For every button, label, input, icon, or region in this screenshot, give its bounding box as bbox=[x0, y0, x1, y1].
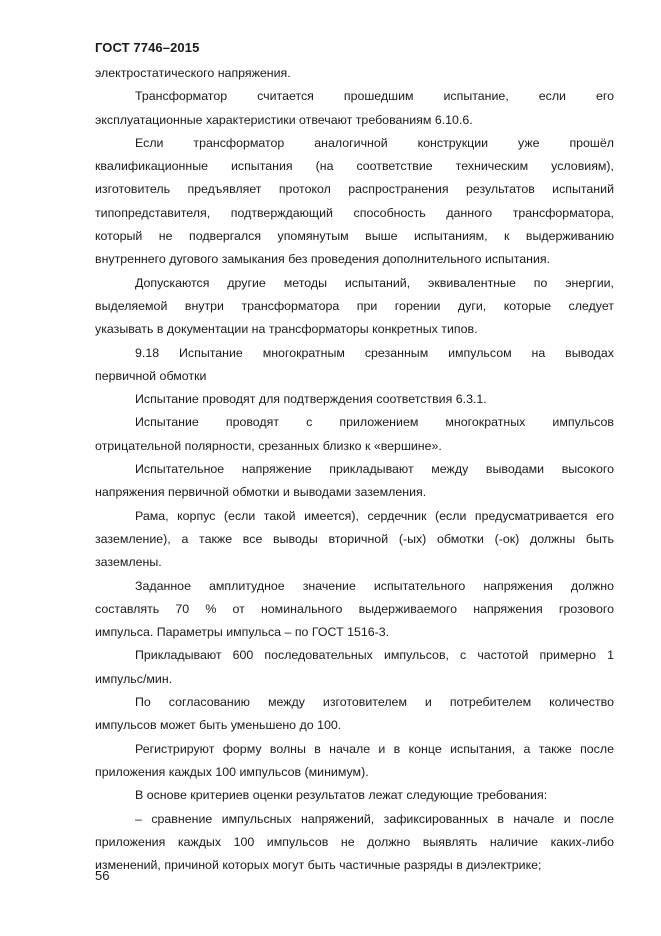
text-line: напряжения первичной обмотки и выводами заземления. bbox=[95, 485, 427, 500]
text-line: импульс/мин. bbox=[95, 671, 173, 686]
document-body bbox=[95, 62, 614, 877]
text-line: типопредставителя, подтверждающий способность данного трансформатора, bbox=[95, 205, 614, 220]
text-line: импульсов может быть уменьшено до 100. bbox=[95, 718, 342, 733]
document-header: ГОСТ 7746–2015 bbox=[95, 40, 200, 55]
text-line: внутреннего дугового замыкания без проведения дополнительного испытания. bbox=[95, 252, 551, 267]
text-line: Трансформатор считается прошедшим испытание, если его bbox=[135, 89, 614, 104]
text-line: квалификационные испытания (на соответствие техническим условиям), bbox=[95, 159, 614, 174]
text-line: – сравнение импульсных напряжений, зафиксированных в начале и после bbox=[135, 811, 614, 826]
text-line: В основе критериев оценки результатов лежат следующие требования: bbox=[135, 788, 548, 803]
text-line: заземлены. bbox=[95, 555, 162, 570]
text-line: Прикладывают 600 последовательных импульсов, с частотой примерно 1 bbox=[135, 648, 614, 663]
text-line: указывать в документации на трансформаторы конкретных типов. bbox=[95, 322, 478, 337]
text-line: выделяемой внутри трансформатора при горении дуги, которые следует bbox=[95, 298, 614, 313]
text-line: составлять 70 % от номинального выдерживаемого напряжения грозового bbox=[95, 601, 614, 616]
text-line: Если трансформатор аналогичной конструкции уже прошёл bbox=[135, 135, 614, 150]
text-line: Заданное амплитудное значение испытательного напряжения должно bbox=[135, 578, 614, 593]
text-line: 9.18 Испытание многократным срезанным импульсом на выводах bbox=[135, 345, 614, 360]
text-line: приложения каждых 100 импульсов не должно выявлять наличие каких-либо bbox=[95, 834, 614, 849]
text-line: первичной обмотки bbox=[95, 368, 207, 383]
text-line: изменений, причиной которых могут быть частичные разряды в диэлектрике; bbox=[95, 858, 542, 873]
text-line: Рама, корпус (если такой имеется), сердечник (если предусматривается его bbox=[135, 508, 614, 523]
text-line: импульса. Параметры импульса – по ГОСТ 1516-3. bbox=[95, 625, 390, 640]
text-line: изготовитель предъявляет протокол распространения результатов испытаний bbox=[95, 182, 614, 197]
text-line: заземление), а также все выводы вторичной (-ых) обмотки (-ок) должны быть bbox=[95, 531, 614, 546]
text-line: Испытание проводят для подтверждения соответствия 6.3.1. bbox=[135, 392, 487, 407]
text-line: который не подвергался упомянутым выше испытаниям, к выдерживанию bbox=[95, 229, 614, 244]
text-line: Допускаются другие методы испытаний, эквивалентные по энергии, bbox=[135, 275, 614, 290]
text-line: Регистрируют форму волны в начале и в конце испытания, а также после bbox=[135, 741, 614, 756]
text-line: отрицательной полярности, срезанных близко к «вершине». bbox=[95, 438, 442, 453]
page-number: 56 bbox=[95, 868, 110, 883]
text-line: Испытание проводят с приложением многократных импульсов bbox=[135, 415, 614, 430]
text-line: Испытательное напряжение прикладывают между выводами высокого bbox=[135, 462, 614, 477]
text-line: эксплуатационные характеристики отвечают требованиям 6.10.6. bbox=[95, 112, 473, 127]
text-line: электростатического напряжения. bbox=[95, 66, 291, 80]
text-line: По согласованию между изготовителем и потребителем количество bbox=[135, 695, 614, 710]
text-line: приложения каждых 100 импульсов (минимум). bbox=[95, 764, 369, 779]
